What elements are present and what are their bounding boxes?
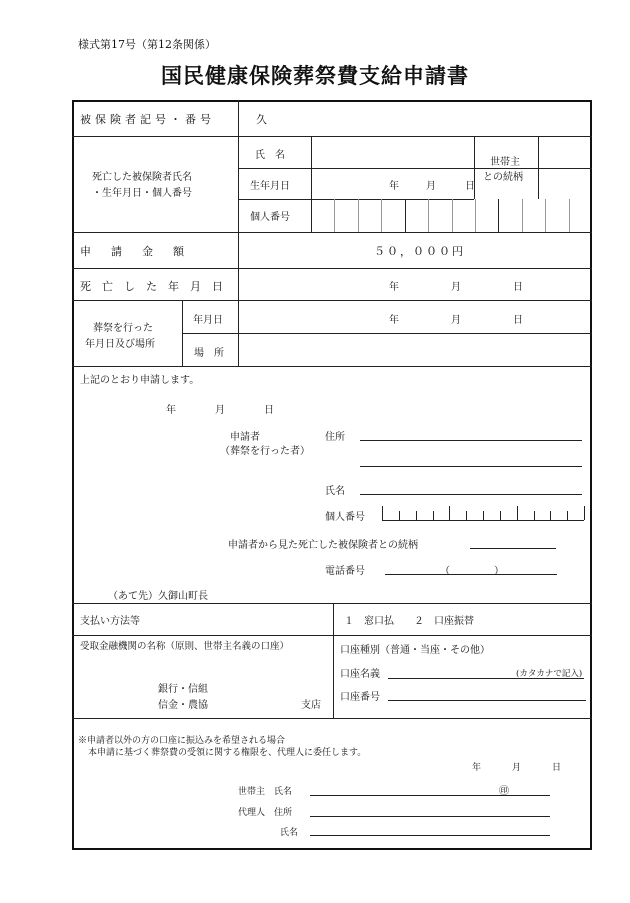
address-label: 住所 xyxy=(325,432,345,443)
account-name-note: (カタカナで記入) xyxy=(516,669,583,679)
account-name-label: 口座名義 xyxy=(340,669,380,680)
divider xyxy=(72,300,592,301)
phone-label: 電話番号 xyxy=(325,566,365,577)
proxy-note-2: 本申請に基づく葬祭費の受領に関する権限を、代理人に委任します。 xyxy=(88,748,367,758)
account-number-line[interactable] xyxy=(388,700,586,701)
applicant-id-tick xyxy=(449,506,450,520)
id-cell-divider xyxy=(545,199,546,232)
divider xyxy=(333,603,334,718)
amount-label: 申請金額 xyxy=(80,245,204,258)
id-cell-divider xyxy=(381,199,382,232)
id-cell-divider xyxy=(569,199,570,232)
address-line-2[interactable] xyxy=(360,466,582,467)
applicant-id-tick xyxy=(483,511,484,520)
proxy-day: 日 xyxy=(552,763,562,773)
divider xyxy=(72,268,592,269)
amount-value: ５０，０００円 xyxy=(374,245,465,258)
funeral-year: 年 xyxy=(389,315,399,326)
divider xyxy=(238,100,239,366)
bank-suffix-2: 信金・農協 xyxy=(158,700,208,711)
funeral-day: 日 xyxy=(513,315,523,326)
divider xyxy=(72,603,592,604)
divider xyxy=(72,366,592,367)
funeral-label-line2: 年月日及び場所 xyxy=(85,339,155,350)
birth-month: 月 xyxy=(426,181,436,192)
death-date-label: 死亡した年月日 xyxy=(80,280,234,293)
deceased-label-line1: 死亡した被保険者氏名 xyxy=(92,172,192,183)
id-cell-divider xyxy=(334,199,335,232)
agent-address-line[interactable] xyxy=(310,816,550,817)
id-label: 個人番号 xyxy=(250,212,290,223)
applicant-id-tick xyxy=(382,506,383,520)
app-date-year: 年 xyxy=(166,405,176,416)
addressee: （あて先）久御山町長 xyxy=(108,591,208,602)
payment-method-label: 支払い方法等 xyxy=(80,616,140,627)
applicant-sub: （葬祭を行った者） xyxy=(220,446,310,457)
id-cell-divider xyxy=(405,199,406,232)
address-line-1[interactable] xyxy=(360,440,582,441)
bank-suffix-1: 銀行・信組 xyxy=(158,684,208,695)
insured-number-value[interactable]: 久 xyxy=(256,113,267,126)
relation-line[interactable] xyxy=(470,548,556,549)
divider xyxy=(538,136,539,199)
funeral-date-label: 年月日 xyxy=(193,315,223,326)
name-label: 氏 名 xyxy=(255,150,285,161)
applicant-id-tick xyxy=(399,511,400,520)
app-date-day: 日 xyxy=(264,405,274,416)
applicant-id-tick xyxy=(466,511,467,520)
divider xyxy=(182,300,183,366)
applicant-id-tick xyxy=(584,506,585,520)
app-date-month: 月 xyxy=(215,405,225,416)
death-month: 月 xyxy=(451,282,461,293)
relation-label: 申請者から見た死亡した被保険者との続柄 xyxy=(228,540,418,551)
applicant-label: 申請者 xyxy=(230,432,260,443)
agent-address-label: 代理人 住所 xyxy=(238,808,293,818)
applicant-id-tick xyxy=(534,511,535,520)
proxy-note-1: ※申請者以外の方の口座に振込みを希望される場合 xyxy=(78,736,286,746)
applicant-id-tick xyxy=(517,506,518,520)
applicant-id-tick xyxy=(500,511,501,520)
applicant-name-label: 氏名 xyxy=(325,486,345,497)
divider xyxy=(72,232,592,233)
birth-label: 生年月日 xyxy=(250,181,290,192)
householder-label: 世帯主 氏名 xyxy=(238,787,293,797)
divider xyxy=(311,136,312,232)
phone-close: ） xyxy=(494,566,504,577)
death-year: 年 xyxy=(389,282,399,293)
id-cell-divider xyxy=(475,199,476,232)
birth-year: 年 xyxy=(389,181,399,192)
insured-number-label: 被保険者記号・番号 xyxy=(80,113,215,126)
householder-line[interactable] xyxy=(310,795,550,796)
id-cell-divider xyxy=(358,199,359,232)
proxy-month: 月 xyxy=(512,763,522,773)
divider xyxy=(72,136,592,137)
payment-method-options[interactable]: １ 窓口払 ２ 口座振替 xyxy=(344,616,474,627)
id-cell-divider xyxy=(522,199,523,232)
applicant-id-tick xyxy=(550,511,551,520)
phone-line[interactable] xyxy=(385,574,557,575)
deceased-label-line2: ・生年月日・個人番号 xyxy=(92,188,192,199)
seal-mark: ㊞ xyxy=(499,786,509,797)
funeral-label-line1: 葬祭を行った xyxy=(93,323,153,334)
applicant-id-tick xyxy=(416,511,417,520)
branch-suffix: 支店 xyxy=(301,700,321,711)
statement: 上記のとおり申請します。 xyxy=(80,375,200,386)
applicant-id-tick xyxy=(567,511,568,520)
id-cell-divider xyxy=(428,199,429,232)
birth-day: 日 xyxy=(465,181,475,192)
applicant-id-label: 個人番号 xyxy=(325,512,365,523)
proxy-year: 年 xyxy=(472,763,482,773)
id-cell-divider xyxy=(452,199,453,232)
account-type-label[interactable]: 口座種別（普通・当座・その他） xyxy=(340,645,490,656)
page-title: 国民健康保険葬祭費支給申請書 xyxy=(161,63,469,88)
funeral-month: 月 xyxy=(451,315,461,326)
divider xyxy=(72,635,592,636)
id-cell-divider xyxy=(498,199,499,232)
account-number-label: 口座番号 xyxy=(340,692,380,703)
agent-name-line[interactable] xyxy=(310,835,550,836)
divider xyxy=(238,199,474,200)
applicant-id-tick xyxy=(433,511,434,520)
household-label-line1: 世帯主 xyxy=(490,157,520,168)
form-number: 様式第17号（第12条関係） xyxy=(78,38,216,51)
divider xyxy=(72,718,592,719)
household-label-line2: との続柄 xyxy=(483,172,523,183)
phone-open: （ xyxy=(440,566,450,577)
bank-label: 受取金融機関の名称（原則、世帯主名義の口座） xyxy=(80,641,290,652)
funeral-place-label: 場 所 xyxy=(194,348,224,359)
death-day: 日 xyxy=(513,282,523,293)
applicant-id-baseline xyxy=(382,520,584,521)
applicant-name-line[interactable] xyxy=(360,494,582,495)
divider xyxy=(182,333,592,334)
account-name-line[interactable] xyxy=(388,678,584,679)
agent-name-label: 氏名 xyxy=(280,828,299,838)
